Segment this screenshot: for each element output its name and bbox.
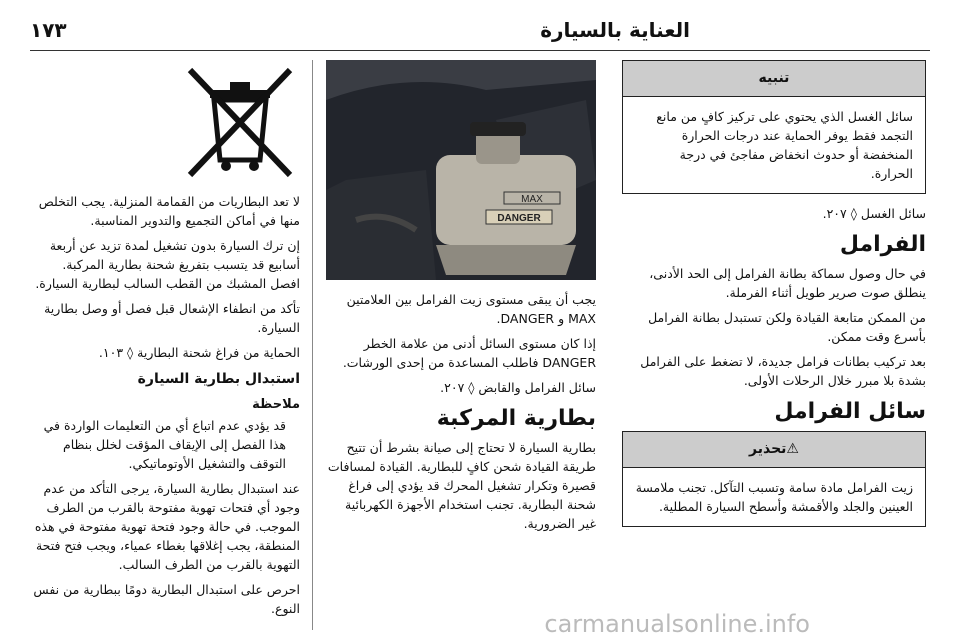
brakes-heading: الفرامل	[839, 232, 926, 257]
column-divider	[312, 60, 313, 630]
replace-paragraph-1: عند استبدال بطارية السيارة، يرجى التأكد من عدم وجود أي فتحات تهوية مفتوحة بالقرب من الطرف الموجب. في حالة وجود فتحة تهوية مفتوحة في هذه المنطقة، يجب إغلاقها بغطاء عمياء، ويجب فتح فتحة التهوية بالقرب من الطرف السالب.	[34, 481, 300, 572]
battery-paragraph: بطارية السيارة لا تحتاج إلى صيانة بشرط أن تتيح طريقة القيادة شحن كافٍ للبطارية. القيادة لمسافات قصيرة وتكرار تشغيل المحرك قد يؤدي إلى فراغ شحنة البطارية. تجنب استخدام الأجهزة الكهربائية غير الضرورية.	[327, 440, 596, 531]
photo-label-max: MAX	[521, 194, 543, 205]
washer-fluid-ref[interactable]: سائل الغسل ◊ ٢٠٧.	[822, 206, 926, 221]
brakes-paragraph-1: في حال وصول سماكة بطانة الفرامل إلى الحد الأدنى، ينطلق صوت صرير طويل أثناء الفرملة.	[649, 266, 926, 300]
brake-fluid-reservoir-photo	[326, 60, 596, 280]
watermark: carmanualsonline.info	[544, 610, 810, 638]
brake-fluid-heading: سائل الفرامل	[774, 399, 926, 424]
battery-heading: بطارية المركبة	[436, 406, 596, 431]
ignition-paragraph: تأكد من انطفاء الإشعال قبل فصل أو وصل بطارية السيارة.	[44, 301, 300, 335]
warning-text: زيت الفرامل مادة سامة وتسبب التآكل. تجنب ملامسة العينين والجلد والأقمشة وأسطح السيارة المطلية.	[635, 480, 913, 514]
page-header	[0, 0, 960, 44]
discharge-protection-ref[interactable]: الحماية من فراغ شحنة البطارية ◊ ١٠٣.	[98, 345, 300, 360]
replace-paragraph-2: احرص على استبدال البطارية دومًا ببطارية من نفس النوع.	[33, 582, 300, 616]
storage-paragraph: إن ترك السيارة بدون تشغيل لمدة تزيد عن أربعة أسابيع قد يتسبب بتفريغ شحنة بطارية المركبة. افصل المشبك من القطب السالب لبطارية السيارة.	[35, 238, 300, 291]
page-number: ١٧٣	[30, 18, 67, 42]
header-rule	[30, 50, 930, 51]
column-right	[622, 60, 926, 537]
column-left	[30, 60, 300, 624]
replace-battery-heading: استبدال بطارية السيارة	[137, 371, 300, 387]
caution-text: سائل الغسل الذي يحتوي على تركيز كافٍ من مانع التجمد فقط يوفر الحماية عند درجات الحرارة المنخفضة أو حدوث انخفاض مفاجئ في درجة الحرارة.	[656, 109, 913, 181]
photo-label-danger: DANGER	[497, 213, 541, 224]
disposal-paragraph: لا تعد البطاريات من القمامة المنزلية. يجب التخلص منها في أماكن التجميع والتدوير المناسبة.	[38, 194, 300, 228]
note-title: ملاحظة	[252, 397, 300, 412]
brakes-paragraph-2: من الممكن متابعة القيادة ولكن تستبدل بطانة الفرامل بأسرع وقت ممكن.	[648, 310, 926, 344]
warning-box	[622, 431, 926, 527]
warning-title: ⚠تحذير	[623, 432, 925, 468]
chapter-title: العناية بالسيارة	[540, 18, 690, 42]
brake-fluid-paragraph-2: إذا كان مستوى السائل أدنى من علامة الخطر DANGER فاطلب المساعدة من إحدى الورشات.	[342, 336, 596, 370]
note-text: قد يؤدي عدم اتباع أي من التعليمات الواردة في هذا الفصل إلى الإيقاف المؤقت لخلل بنظام التوقف والتشغيل الأوتوماتيكي.	[43, 418, 286, 471]
brakes-paragraph-3: بعد تركيب بطانات فرامل جديدة، لا تضغط على الفرامل بشدة بلا مبرر خلال الرحلات الأولى.	[640, 354, 926, 388]
column-middle	[326, 60, 596, 539]
brake-clutch-ref[interactable]: سائل الفرامل والقابض ◊ ٢٠٧.	[440, 380, 596, 395]
caution-box	[622, 60, 926, 194]
caution-title: تنبيه	[623, 61, 925, 97]
crossed-bin-icon	[180, 60, 300, 180]
brake-fluid-paragraph-1: يجب أن يبقى مستوى زيت الفرامل بين العلامتين MAX و DANGER.	[346, 292, 596, 326]
